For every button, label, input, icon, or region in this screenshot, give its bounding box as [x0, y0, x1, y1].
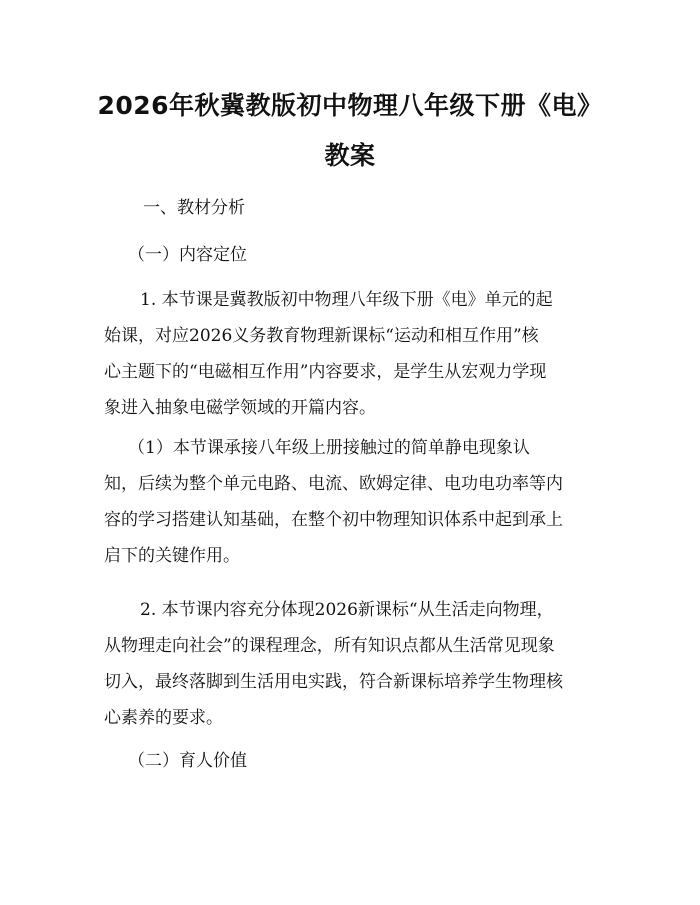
document-title-line-2: 教案	[324, 141, 376, 170]
paragraph-3	[104, 592, 597, 736]
paragraph-2-line: （1）本节课承接八年级上册接触过的简单静电现象认	[128, 438, 530, 458]
subsection-heading-content-positioning: （一）内容定位	[128, 245, 247, 265]
document-title-line-1: 2026年秋冀教版初中物理八年级下册《电》	[97, 91, 603, 120]
paragraph-1-line: 心主题下的“电磁相互作用”内容要求，是学生从宏观力学现	[104, 362, 547, 382]
paragraph-3-line: 从物理走向社会”的课程理念，所有知识点都从生活常见现象	[104, 636, 555, 656]
subsection-heading-educational-value: （二）育人价值	[128, 751, 247, 771]
paragraph-1	[104, 282, 597, 426]
paragraph-1-line: 始课，对应2026义务教育物理新课标“运动和相互作用”核	[104, 326, 539, 346]
paragraph-3-line: 2. 本节课内容充分体现2026新课标“从生活走向物理，	[140, 600, 554, 620]
section-heading-textbook-analysis: 一、教材分析	[143, 198, 245, 218]
paragraph-3-line: 切入，最终落脚到生活用电实践，符合新课标培养学生物理核	[104, 672, 563, 692]
paragraph-2-line: 容的学习搭建认知基础，在整个初中物理知识体系中起到承上	[104, 510, 563, 530]
paragraph-2	[104, 430, 597, 574]
paragraph-3-line: 心素养的要求。	[104, 708, 223, 728]
paragraph-1-line: 象进入抽象电磁学领域的开篇内容。	[104, 398, 376, 418]
paragraph-2-line: 启下的关键作用。	[104, 546, 240, 566]
paragraph-2-line: 知，后续为整个单元电路、电流、欧姆定律、电功电功率等内	[104, 474, 563, 494]
paragraph-1-line: 1. 本节课是冀教版初中物理八年级下册《电》单元的起	[140, 290, 553, 310]
